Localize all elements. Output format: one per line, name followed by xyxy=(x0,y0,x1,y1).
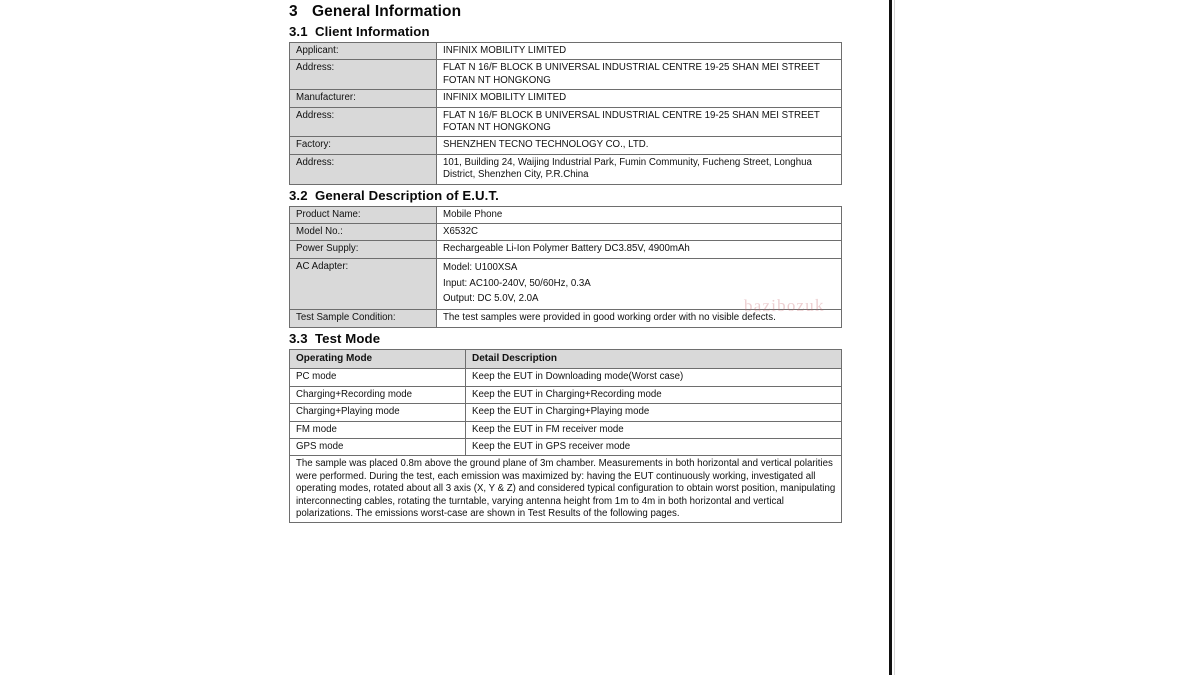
cell-operating-mode: Charging+Recording mode xyxy=(290,386,466,403)
table-row xyxy=(290,206,842,223)
row-value: FLAT N 16/F BLOCK B UNIVERSAL INDUSTRIAL CENTRE 19-25 SHAN MEI STREET FOTAN NT HONGKONG xyxy=(437,60,842,90)
row-label: Model No.: xyxy=(290,224,437,241)
ac-adapter-model-line: Model: U100XSA xyxy=(443,262,518,274)
table-row xyxy=(290,404,842,421)
row-label: AC Adapter: xyxy=(290,258,437,309)
row-value: The test samples were provided in good working order with no visible defects. xyxy=(437,310,842,327)
document-content xyxy=(289,3,844,525)
cell-detail-description: Keep the EUT in Downloading mode(Worst case) xyxy=(466,369,842,386)
ac-adapter-input-line: Input: AC100-240V, 50/60Hz, 0.3A xyxy=(443,277,591,289)
subsection-title: Test Mode xyxy=(315,330,381,346)
subsection-number: 3.1 xyxy=(289,24,308,39)
section-number: 3 xyxy=(289,3,298,20)
page-watermark: bazibozuk xyxy=(743,295,825,316)
row-label: Power Supply: xyxy=(290,241,437,258)
subsection-heading-test-mode xyxy=(289,331,844,346)
cell-operating-mode: Charging+Playing mode xyxy=(290,404,466,421)
row-value: Rechargeable Li-Ion Polymer Battery DC3.85V, 4900mAh xyxy=(437,241,842,258)
table-row xyxy=(290,107,842,137)
cell-detail-description: Keep the EUT in GPS receiver mode xyxy=(466,438,842,455)
subsection-number: 3.3 xyxy=(289,330,308,346)
subsection-number: 3.2 xyxy=(289,187,308,203)
row-label: Factory: xyxy=(290,137,437,154)
row-value: 101, Building 24, Waijing Industrial Park, Fumin Community, Fucheng Street, Longhua District, Shenzhen City, P.R.China xyxy=(437,154,842,184)
cell-operating-mode: FM mode xyxy=(290,421,466,438)
page-right-edge-rule xyxy=(889,0,892,675)
table-row xyxy=(290,241,842,258)
row-label: Address: xyxy=(290,107,437,137)
cell-operating-mode: PC mode xyxy=(290,369,466,386)
table-row xyxy=(290,60,842,90)
table-row xyxy=(290,369,842,386)
row-label: Product Name: xyxy=(290,206,437,223)
table-row-note xyxy=(290,456,842,523)
subsection-title: Client Information xyxy=(315,24,430,39)
eut-description-table xyxy=(289,206,842,328)
table-row xyxy=(290,137,842,154)
ac-adapter-output-line: Output: DC 5.0V, 2.0A xyxy=(443,293,539,305)
table-row xyxy=(290,90,842,107)
table-row xyxy=(290,154,842,184)
table-row xyxy=(290,310,842,327)
table-row-ac-adapter xyxy=(290,258,842,309)
table-header-row xyxy=(290,349,842,369)
row-value: INFINIX MOBILITY LIMITED xyxy=(437,43,842,60)
cell-detail-description: Keep the EUT in Charging+Playing mode xyxy=(466,404,842,421)
test-mode-note: The sample was placed 0.8m above the ground plane of 3m chamber. Measurements in both horizontal and vertical polarities were performed. During the test, each emission was maximized by: having the EUT continuously working, investigated all operating modes, rotated about all 3 axis (X, Y & Z) and considered typical configuration to obtain worst position, manipulating interconnecting cables, rotating the turntable, varying antenna height from 1m to 4m in both horizontal and vertical polarizations. The emissions worst-case are shown in Test Results of the following pages. xyxy=(290,456,842,523)
page-right-edge-hairline xyxy=(894,0,895,675)
test-mode-table xyxy=(289,349,842,524)
table-row xyxy=(290,224,842,241)
row-value xyxy=(437,258,842,309)
row-label: Address: xyxy=(290,154,437,184)
table-row xyxy=(290,43,842,60)
cell-operating-mode: GPS mode xyxy=(290,438,466,455)
subsection-heading-client-information xyxy=(289,24,844,39)
cell-detail-description: Keep the EUT in FM receiver mode xyxy=(466,421,842,438)
row-label: Test Sample Condition: xyxy=(290,310,437,327)
document-sheet xyxy=(224,0,889,675)
row-value: X6532C xyxy=(437,224,842,241)
row-label: Applicant: xyxy=(290,43,437,60)
row-label: Manufacturer: xyxy=(290,90,437,107)
row-label: Address: xyxy=(290,60,437,90)
column-header-operating-mode: Operating Mode xyxy=(290,349,466,369)
table-row xyxy=(290,438,842,455)
row-value: SHENZHEN TECNO TECHNOLOGY CO., LTD. xyxy=(437,137,842,154)
subsection-heading-eut-description xyxy=(289,188,844,203)
row-value: Mobile Phone xyxy=(437,206,842,223)
table-row xyxy=(290,386,842,403)
client-information-table xyxy=(289,42,842,185)
row-value: INFINIX MOBILITY LIMITED xyxy=(437,90,842,107)
section-heading-general-information xyxy=(289,3,844,21)
table-row xyxy=(290,421,842,438)
subsection-title: General Description of E.U.T. xyxy=(315,187,499,203)
column-header-detail-description: Detail Description xyxy=(466,349,842,369)
row-value: FLAT N 16/F BLOCK B UNIVERSAL INDUSTRIAL CENTRE 19-25 SHAN MEI STREET FOTAN NT HONGKONG xyxy=(437,107,842,137)
cell-detail-description: Keep the EUT in Charging+Recording mode xyxy=(466,386,842,403)
section-title: General Information xyxy=(312,3,462,20)
